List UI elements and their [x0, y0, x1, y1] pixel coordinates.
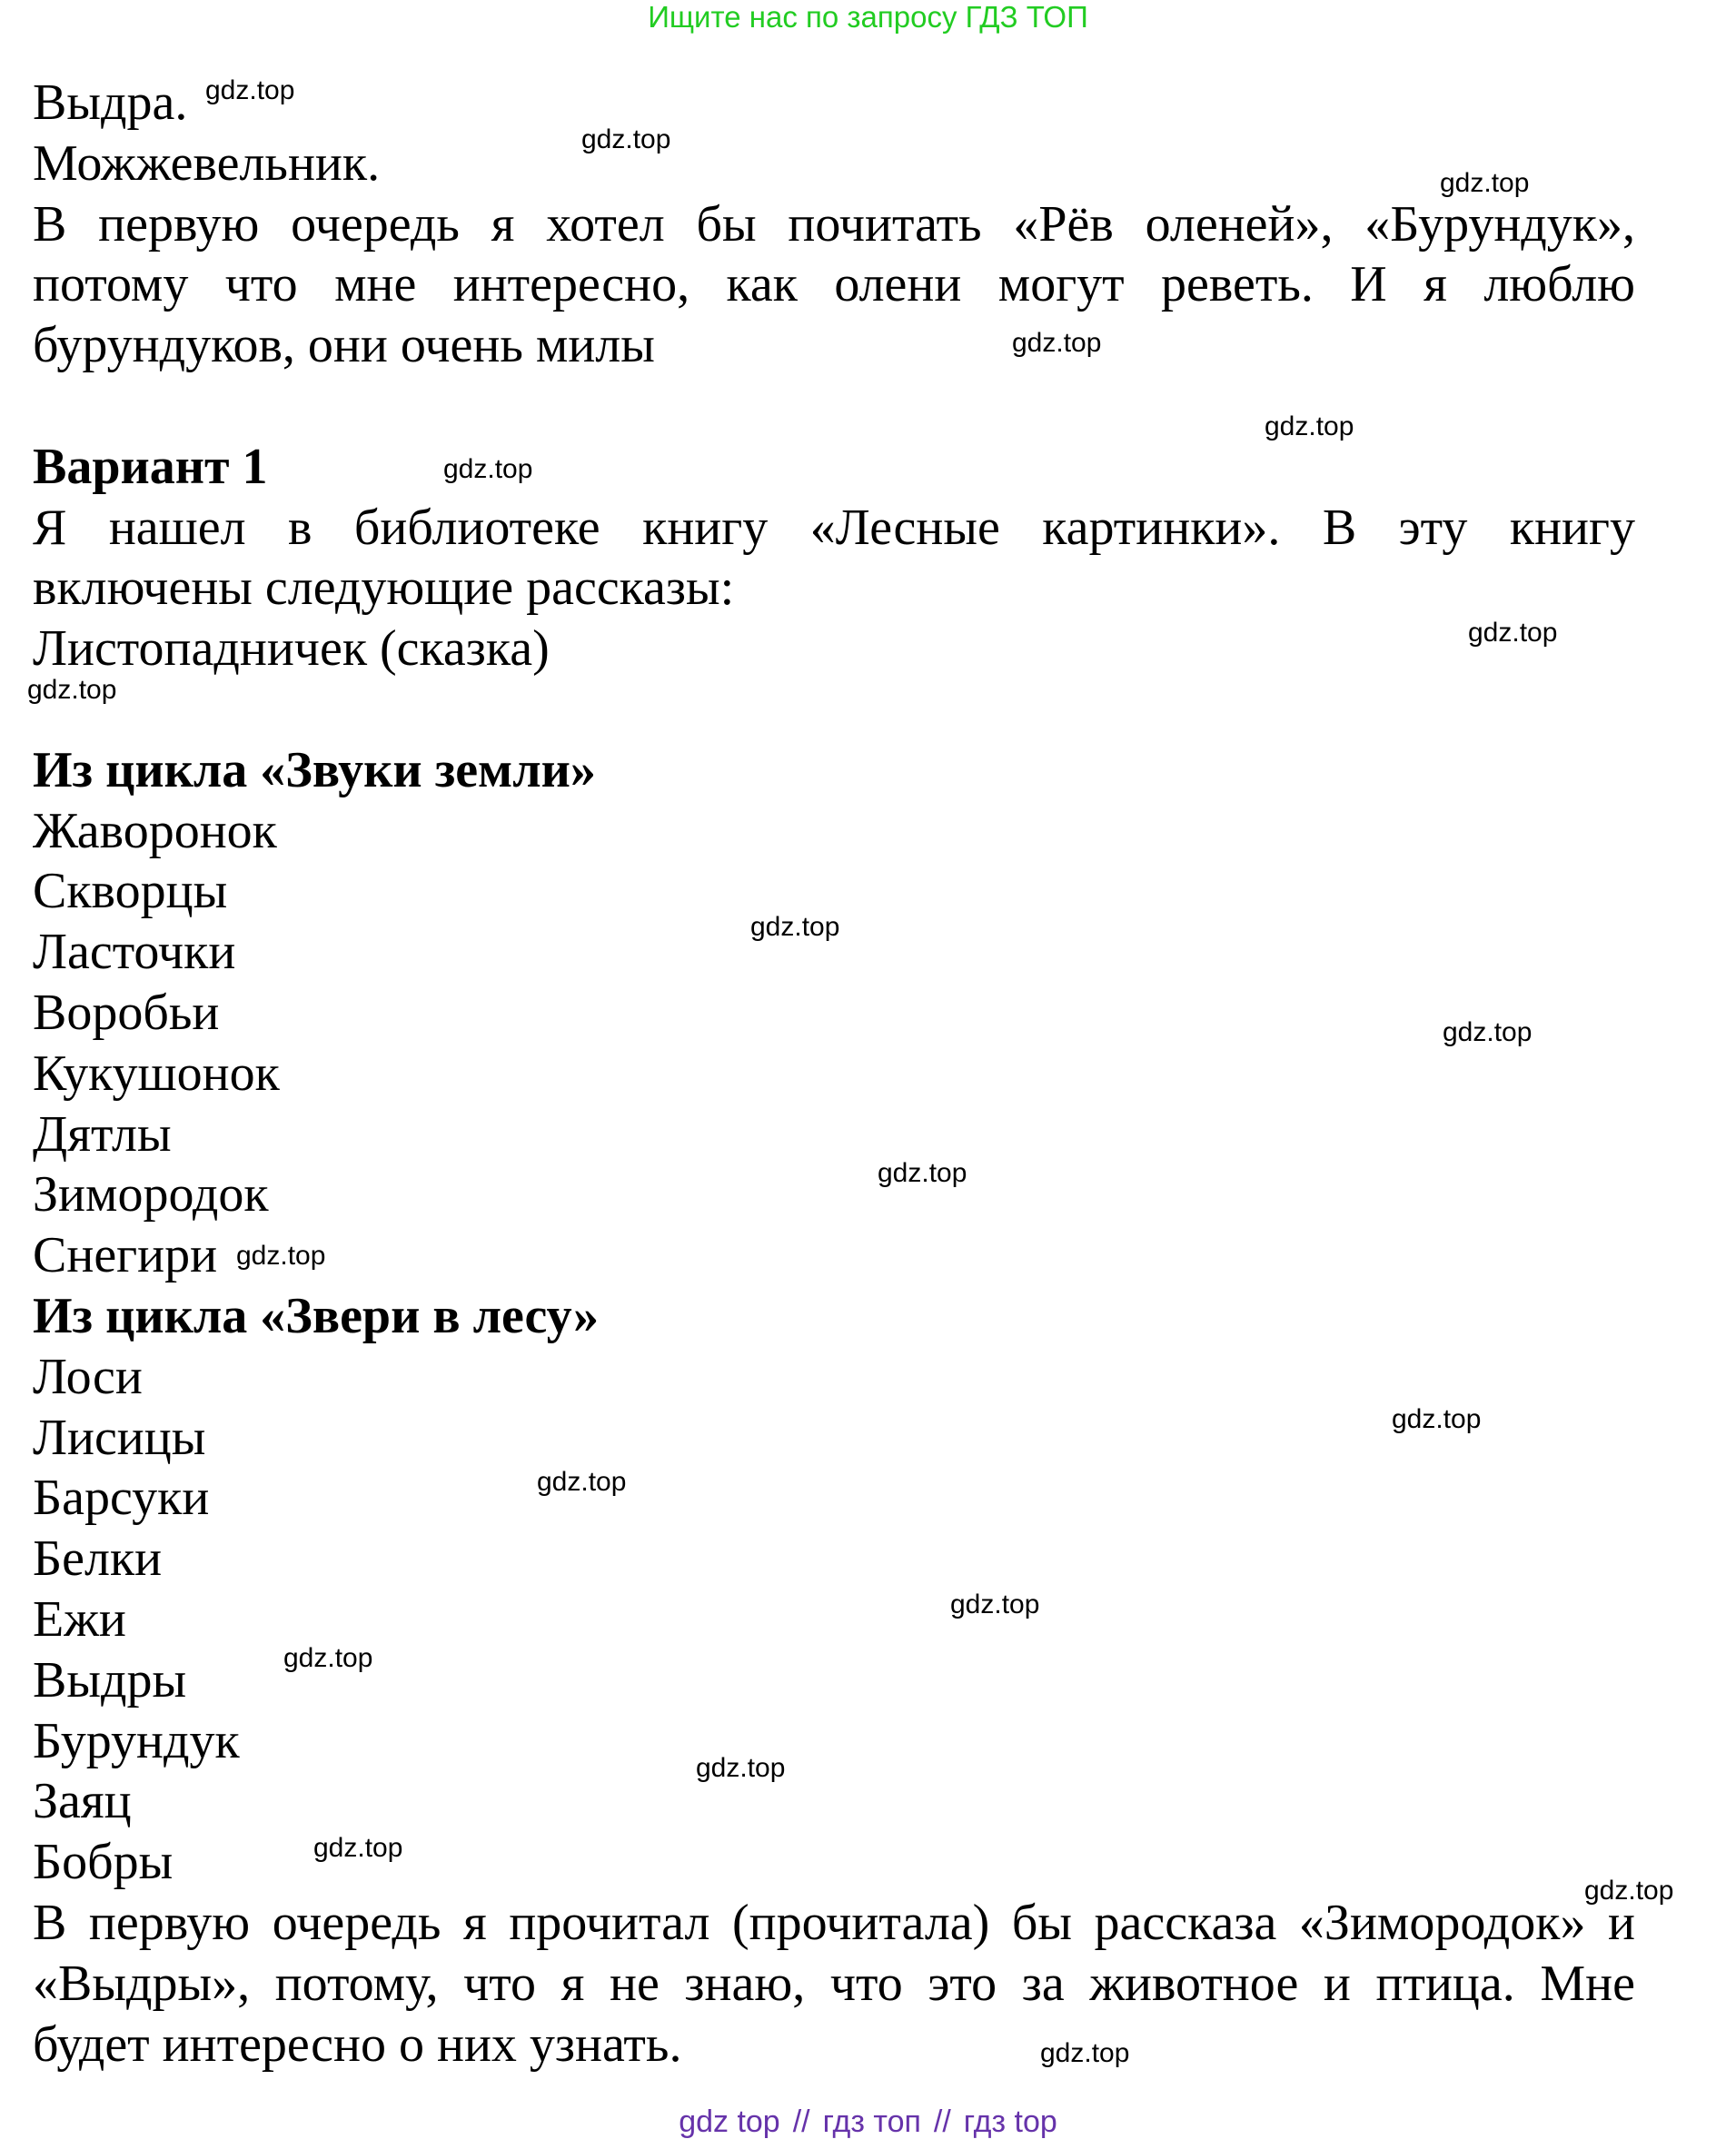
list-item: Скворцы: [33, 863, 228, 920]
text-line: Можжевельник.: [33, 134, 381, 192]
watermark: gdz.top: [581, 124, 671, 154]
footer-link-gdz-top-ru[interactable]: гдз топ: [822, 2104, 921, 2139]
watermark: gdz.top: [443, 454, 533, 484]
watermark: gdz.top: [313, 1833, 403, 1863]
list-item: Кукушонок: [33, 1045, 280, 1102]
footer-link-gdz-top[interactable]: gdz top: [679, 2104, 780, 2139]
list-item: Ласточки: [33, 924, 236, 981]
text-line: Выдра.: [33, 74, 188, 131]
text-line: будет интересно о них узнать.: [33, 2015, 682, 2073]
watermark: gdz.top: [1443, 1017, 1533, 1047]
watermark: gdz.top: [1584, 1876, 1674, 1906]
cycle-title: Из цикла «Звуки земли»: [33, 741, 596, 798]
watermark: gdz.top: [537, 1467, 627, 1497]
list-item: Жаворонок: [33, 802, 277, 859]
text-line: «Выдры», потому, что я не знаю, что это за животное и птица. Мне: [33, 1955, 1635, 2012]
watermark: gdz.top: [27, 675, 117, 705]
separator: //: [933, 2104, 951, 2139]
watermark: gdz.top: [696, 1753, 786, 1783]
list-item: Снегири: [33, 1227, 218, 1284]
list-item: Выдры: [33, 1651, 187, 1708]
watermark: gdz.top: [1265, 411, 1354, 441]
variant-title: Вариант 1: [33, 438, 268, 495]
text-line: бурундуков, они очень милы: [33, 317, 655, 374]
footer-links: [0, 2104, 1736, 2140]
watermark: gdz.top: [205, 75, 295, 105]
list-item: Бобры: [33, 1834, 174, 1891]
text-line: Листопадничек (сказка): [33, 620, 550, 678]
list-item: Воробьи: [33, 984, 220, 1041]
cycle-title: Из цикла «Звери в лесу»: [33, 1287, 600, 1344]
list-item: Барсуки: [33, 1470, 210, 1527]
text-line: В первую очередь я прочитал (прочитала) бы рассказа «Зимородок» и: [33, 1894, 1635, 1951]
watermark: gdz.top: [236, 1241, 326, 1271]
text-line: Я нашел в библиотеке книгу «Лесные картинки». В эту книгу: [33, 499, 1635, 556]
watermark: gdz.top: [1392, 1404, 1482, 1434]
watermark: gdz.top: [1012, 328, 1102, 358]
watermark: gdz.top: [1440, 168, 1530, 198]
list-item: Белки: [33, 1530, 163, 1588]
watermark: gdz.top: [950, 1589, 1040, 1619]
list-item: Заяц: [33, 1773, 132, 1830]
list-item: Зимородок: [33, 1166, 269, 1223]
document-body: [33, 73, 1635, 2075]
list-item: Бурундук: [33, 1712, 240, 1769]
list-item: Лисицы: [33, 1409, 206, 1466]
header-banner[interactable]: Ищите нас по запросу ГДЗ ТОП: [648, 0, 1088, 34]
separator: //: [792, 2104, 810, 2139]
text-line: В первую очередь я хотел бы почитать «Рёв оленей», «Бурундук»,: [33, 195, 1635, 253]
watermark: gdz.top: [1468, 618, 1558, 648]
text-line: включены следующие рассказы:: [33, 560, 735, 617]
watermark: gdz.top: [1040, 2038, 1130, 2068]
watermark: gdz.top: [750, 912, 840, 942]
list-item: Лоси: [33, 1348, 143, 1405]
watermark: gdz.top: [283, 1643, 373, 1673]
watermark: gdz.top: [878, 1158, 967, 1188]
footer-link-gdz-top-mixed[interactable]: гдз top: [963, 2104, 1057, 2139]
text-line: потому что мне интересно, как олени могут реветь. И я люблю: [33, 256, 1635, 313]
list-item: Дятлы: [33, 1105, 172, 1163]
list-item: Ежи: [33, 1590, 126, 1648]
